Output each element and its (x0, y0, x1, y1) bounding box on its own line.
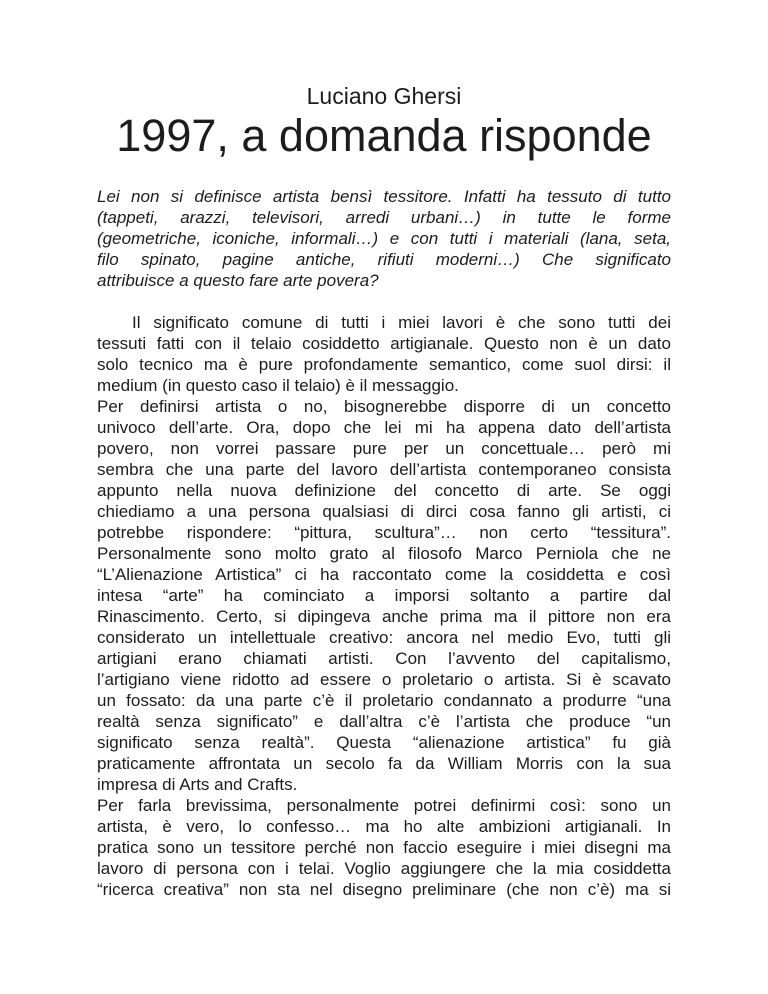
text-line: Il significato comune di tutti i miei lavori è che sono tutti dei (132, 313, 671, 332)
text-line: povero, non vorrei passare pure per un concettuale… però mi (97, 439, 671, 458)
text-line: pratica sono un tessitore perché non faccio eseguire i miei disegni ma (97, 838, 671, 857)
page-title: 1997, a domanda risponde (116, 110, 652, 161)
text-column (97, 186, 671, 900)
text-line: tessuti fatti con il telaio cosiddetto artigianale. Questo non è un dato (97, 334, 671, 353)
text-line: considerato un intellettuale creativo: ancora nel medio Evo, tutti gli (97, 628, 671, 647)
text-line: significato senza realtà”. Questa “alienazione artistica” fu già (97, 733, 671, 752)
text-line: lavoro di persona con i telai. Voglio aggiungere che la mia cosiddetta (97, 859, 671, 878)
text-line: filo spinato, pagine antiche, rifiuti moderni…) Che significato (97, 250, 671, 269)
answer-paragraph (97, 312, 671, 900)
text-line: praticamente affrontata un secolo fa da William Morris con la sua (97, 754, 671, 773)
text-line: solo tecnico ma è pure profondamente semantico, come suol dirsi: il (97, 355, 671, 374)
text-line: realtà senza significato” e dall’altra c’è l’artista che produce “un (97, 712, 671, 731)
text-line: un fossato: da una parte c’è il proletario condannato a produrre “una (97, 691, 671, 710)
text-line: Per farla brevissima, personalmente potrei definirmi così: sono un (97, 796, 671, 815)
text-line: (tappeti, arazzi, televisori, arredi urbani…) in tutte le forme (97, 208, 671, 227)
text-line: “L’Alienazione Artistica” ci ha raccontato come la cosiddetta e così (97, 565, 671, 584)
text-line: medium (in questo caso il telaio) è il messaggio. (97, 376, 459, 395)
text-line: Per definirsi artista o no, bisognerebbe disporre di un concetto (97, 397, 671, 416)
text-line: Personalmente sono molto grato al filosofo Marco Perniola che ne (97, 544, 671, 563)
text-line: impresa di Arts and Crafts. (97, 775, 298, 794)
text-line: artigiani erano chiamati artisti. Con l’avvento del capitalismo, (97, 649, 671, 668)
text-line: artista, è vero, lo confesso… ma ho alte ambizioni artigianali. In (97, 817, 671, 836)
text-line: l’artigiano viene ridotto ad essere o proletario o artista. Si è scavato (97, 670, 671, 689)
text-line: univoco dell’arte. Ora, dopo che lei mi ha appena dato dell’artista (97, 418, 671, 437)
text-line: appunto nella nuova definizione del concetto di arte. Se oggi (97, 481, 671, 500)
text-line: Lei non si definisce artista bensì tessitore. Infatti ha tessuto di tutto (97, 187, 671, 206)
author-line: Luciano Ghersi (306, 83, 462, 109)
text-line: intesa “arte” ha cominciato a imporsi soltanto a partire dal (97, 586, 671, 605)
text-line: sembra che una parte del lavoro dell’artista contemporaneo consista (97, 460, 671, 479)
text-line: (geometriche, iconiche, informali…) e con tutti i materiali (lana, seta, (97, 229, 671, 248)
text-line: chiediamo a una persona qualsiasi di dirci cosa fanno gli artisti, ci (97, 502, 671, 521)
question-paragraph (97, 186, 671, 291)
text-line: Rinascimento. Certo, si dipingeva anche prima ma il pittore non era (97, 607, 671, 626)
text-line: potrebbe rispondere: “pittura, scultura”… non certo “tessitura”. (97, 523, 671, 542)
text-line: “ricerca creativa” non sta nel disegno preliminare (che non c’è) ma si (97, 880, 671, 899)
text-line: attribuisce a questo fare arte povera? (97, 271, 379, 290)
